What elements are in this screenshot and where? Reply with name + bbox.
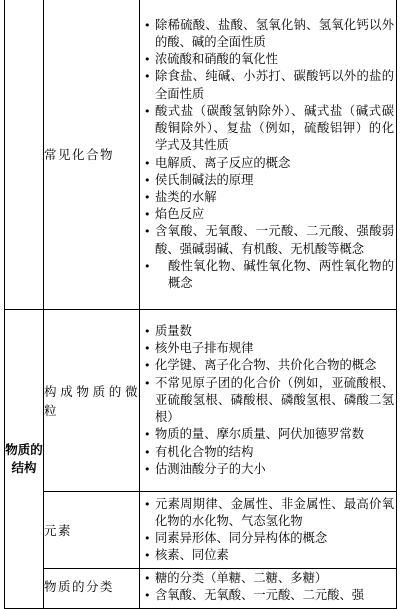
items-cell: [140, 310, 397, 492]
list-item: • 物质的量、摩尔质量、阿伏加德罗常数: [142, 426, 394, 443]
items-cell: [140, 569, 397, 609]
bullet-dot-icon: •: [144, 532, 151, 545]
bullet-dot-icon: •: [144, 589, 151, 603]
list-item: • 侯氏制碱法的原理: [142, 172, 394, 189]
list-item: • 同素异形体、同分异构体的概念: [142, 530, 394, 547]
list-item: • 浓硫酸和硝酸的氧化性: [142, 51, 394, 68]
bullet-dot-icon: •: [144, 53, 151, 67]
table-row: [5, 492, 397, 569]
bullet-dot-icon: •: [144, 428, 151, 442]
list-item: • 化学键、离子化合物、共价化合物的概念: [142, 357, 394, 374]
bullet-dot-icon: •: [144, 445, 151, 459]
list-item: • 有机化合物的结构: [142, 444, 394, 461]
subcategory-cell: 常见化合物: [44, 0, 140, 310]
list-item: • 核外电子排布规律: [142, 340, 394, 357]
list-item: • 估测油酸分子的大小: [142, 461, 394, 478]
list-item: • 含氧酸、无氧酸、一元酸、二元酸、强: [142, 587, 394, 604]
list-item: • 元素周期律、金属性、非金属性、最高价氧化物的水化物、气态氢化物: [144, 496, 394, 528]
table-row: [5, 0, 397, 310]
syllabus-table: [4, 0, 397, 609]
items-cell: [140, 492, 397, 569]
bullet-dot-icon: •: [144, 156, 151, 170]
item-list: [140, 322, 396, 479]
list-item: • 酸性氧化物、碱性氧化物、两性氧化物的概念: [144, 258, 394, 290]
list-item: • 盐类的水解: [142, 189, 394, 206]
list-item: • 除稀硫酸、盐酸、氢氧化钠、氢氧化钙以外的酸、碱的全面性质: [144, 17, 394, 50]
subcategory-cell: 构成物质的微粒: [44, 310, 140, 492]
bullet-dot-icon: •: [144, 225, 151, 239]
list-item: • 核素、同位素: [142, 547, 394, 564]
bullet-dot-icon: •: [144, 259, 151, 273]
list-item: • 酸式盐（碳酸氢钠除外）、碱式盐（碱式碳酸铜除外）、复盐（例如，硫酸铝钾）的化学式及其性质: [144, 103, 394, 153]
subcategory-cell: 元素: [44, 492, 140, 569]
list-item: • 不常见原子团的化合价（例如，亚硫酸根、亚硫酸氢根、磷酸根、磷酸氢根、磷酸二氢根）: [144, 375, 394, 425]
list-item: • 电解质、离子反应的概念: [142, 155, 394, 172]
bullet-dot-icon: •: [144, 342, 151, 356]
list-item: • 糖的分类（单糖、二糖、多糖）: [142, 570, 394, 587]
bullet-dot-icon: •: [144, 18, 151, 32]
list-item: • 含氧酸、无氧酸、一元酸、二元酸、强酸弱酸、强碱弱碱、有机酸、无机酸等概念: [144, 224, 394, 256]
bullet-dot-icon: •: [144, 104, 151, 118]
items-cell: [140, 0, 397, 310]
bullet-dot-icon: •: [144, 190, 151, 204]
list-item: • 焰色反应: [142, 206, 394, 223]
list-item: • 质量数: [142, 323, 394, 340]
bullet-dot-icon: •: [144, 376, 151, 390]
item-list: [140, 495, 396, 566]
table-row: [5, 310, 397, 492]
list-item: • 除食盐、纯碱、小苏打、碳酸钙以外的盐的全面性质: [144, 69, 394, 101]
subcategory-cell: 物质的分类: [44, 569, 140, 609]
bullet-dot-icon: •: [144, 572, 151, 585]
item-list: [140, 16, 396, 293]
bullet-dot-icon: •: [144, 70, 151, 84]
category-cell: 物质的结构: [5, 310, 44, 609]
category-cell: [5, 0, 44, 310]
bullet-dot-icon: •: [144, 208, 151, 222]
bullet-dot-icon: •: [144, 549, 151, 563]
bullet-dot-icon: •: [144, 359, 151, 373]
bullet-dot-icon: •: [144, 497, 151, 511]
bullet-dot-icon: •: [144, 173, 151, 187]
bullet-dot-icon: •: [144, 325, 151, 339]
bullet-dot-icon: •: [144, 462, 151, 476]
table-row: [5, 569, 397, 609]
